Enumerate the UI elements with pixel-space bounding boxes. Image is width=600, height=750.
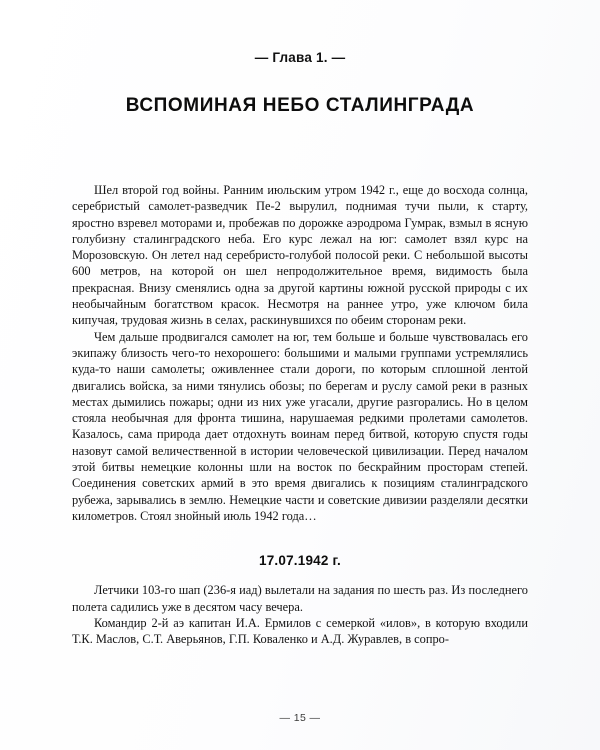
- chapter-eyebrow: — Глава 1. —: [254, 50, 346, 65]
- page-number: — 15 —: [279, 712, 321, 724]
- body-paragraph: Шел второй год войны. Ранним июльским утром 1942 г., еще до восхода солнца, серебристый самолет-разведчик Пе-2 вырулил, поднимая тучи пыли, к старту, яростно взревел моторами и, пробежав по дорожке аэродрома Гумрак, взмыл в ясную голубизну сталинградского неба. Его курс лежал на юг: самолет взял курс на Морозовскую. Он летел над серебристо-голубой полосой реки. С небольшой высоты 600 метров, на которой он шел непродолжительное время, видимость была прекрасная. Внизу сменялись одна за другой картины южной русской природы с их необычайным богатством красок. Несмотря на раннее утро, уже ключом била кипучая, трудовая жизнь в селах, раскинувшихся по обеим сторонам реки.: [72, 183, 528, 328]
- body-text-block: [72, 182, 528, 647]
- body-paragraph: Командир 2-й аэ капитан И.А. Ермилов с семеркой «илов», в которую входили Т.К. Маслов, С.Т. Аверьянов, Г.П. Коваленко и А.Д. Журавлев, в сопро-: [72, 615, 528, 647]
- date-subheading: 17.07.1942 г.: [259, 553, 341, 569]
- page-title: ВСПОМИНАЯ НЕБО СТАЛИНГРАДА: [125, 94, 475, 116]
- body-paragraph: Чем дальше продвигался самолет на юг, тем больше и больше чувствовалась его экипажу близость чего-то нехорошего: большими и малыми группами устремлялись куда-то наши самолеты; оживленнее стали дороги, по которым сплошной лентой двигались войска, за ними тянулись обозы; по берегам и руслу самой реки в разных местах дымились пожары; одни из них уже угасали, другие разгорались. Но в целом стояла необычная для фронта тишина, нарушаемая редкими пролетами самолетов. Казалось, сама природа дает отдохнуть воинам перед битвой, которую спустя годы назовут самой величественной в истории человеческой цивилизации. Перед началом этой битвы немецкие колонны шли на восток по бескрайним просторам степей. Соединения советских армий в это время двигались к позициям сталинградского рубежа, зарывались в землю. Немецкие части и советские дивизии разделяли десятки километров. Стоял знойный июль 1942 года…: [72, 329, 528, 523]
- body-paragraph: Летчики 103-го шап (236-я иад) вылетали на задания по шесть раз. Из последнего полета садились уже в десятом часу вечера.: [72, 583, 528, 614]
